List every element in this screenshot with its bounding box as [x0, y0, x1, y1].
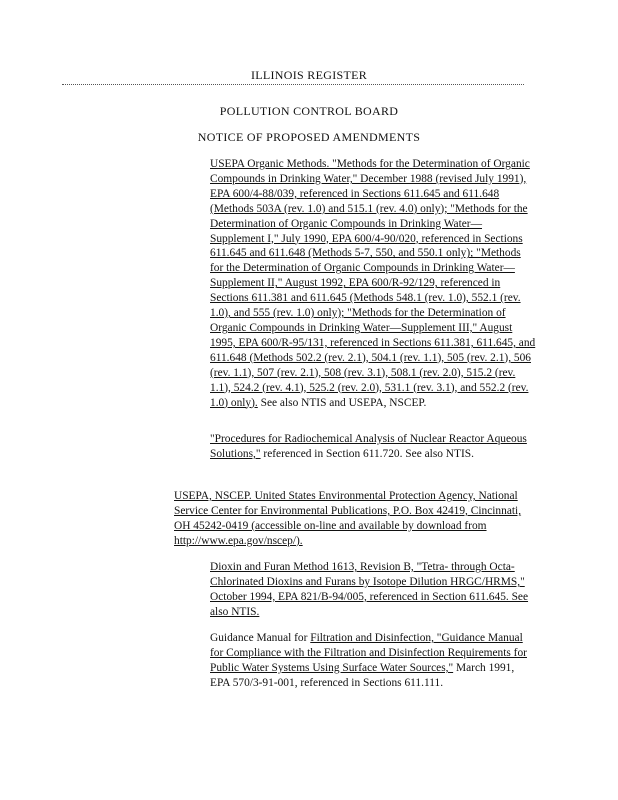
entry-underlined-text: Filtration and Disinfection, "Guidance Manual for Compliance with the Filtration and Disinfection Requirements for Public Water Systems Using Surface Water Sources,"	[210, 632, 527, 674]
entry-underlined-text: USEPA, NSCEP. United States Environmental Protection Agency, National Service Center for Environmental Publications, P.O. Box 42419, Cincinnati, OH 45242-0419 (accessible on-line and available by download from http://www.epa.gov/nscep/).	[174, 490, 522, 547]
board-title: POLLUTION CONTROL BOARD	[219, 104, 399, 118]
entry-guidance-manual	[210, 631, 536, 691]
entry-usepa-nscep	[174, 489, 536, 549]
entry-dioxin-furan-method	[210, 560, 536, 620]
entry-lead-text: Guidance Manual for	[210, 632, 311, 644]
entry-underlined-text: USEPA Organic Methods. "Methods for the Determination of Organic Compounds in Drinking Water," December 1988 (revised July 1991), EPA 600/4-88/039, referenced in Sections 611.645 and 611.648 (Methods 503A (rev. 1.0) and 515.1 (rev. 4.0) only); "Methods for the Determination of Organic Compounds in Drinking Water—Supplement I," July 1990, EPA 600/4-90/020, referenced in Sections 611.645 and 611.648 (Methods 5-7, 550, and 550.1 only); "Methods for the Determination of Organic Compounds in Drinking Water—Supplement II," August 1992, EPA 600/R-92/129, referenced in Sections 611.381 and 611.645 (Methods 548.1 (rev. 1.0), 552.1 (rev. 1.0), and 555 (rev. 1.0) only); "Methods for the Determination of Organic Compounds in Drinking Water—Supplement III," August 1995, EPA 600/R-95/131, referenced in Sections 611.381, 611.645, and 611.648 (Methods 502.2 (rev. 2.1), 504.1 (rev. 1.1), 505 (rev. 2.1), 506 (rev. 1.1), 507 (rev. 2.1), 508 (rev. 3.1), 508.1 (rev. 2.0), 515.2 (rev. 1.1), 524.2 (rev. 4.1), 525.2 (rev. 2.0), 531.1 (rev. 3.1), and 552.2 (rev. 1.0) only).	[210, 158, 536, 409]
header-rule	[62, 84, 524, 85]
entry-radiochemical-procedures	[210, 432, 536, 462]
register-title: ILLINOIS REGISTER	[250, 68, 368, 82]
entry-underlined-text: "Procedures for Radiochemical Analysis of Nuclear Reactor Aqueous Solutions,"	[210, 433, 527, 460]
notice-title: NOTICE OF PROPOSED AMENDMENTS	[197, 130, 421, 144]
entry-underlined-text: Dioxin and Furan Method 1613, Revision B, "Tetra- through Octa-Chlorinated Dioxins and Furans by Isotope Dilution HRGC/HRMS," October 1994, EPA 821/B-94/005, referenced in Section 611.645. See also NTIS.	[210, 561, 529, 618]
entry-usepa-organic-methods	[210, 157, 536, 410]
entry-plain-text: referenced in Section 611.720. See also NTIS.	[260, 447, 474, 460]
entry-plain-text: March 1991, EPA 570/3-91-001, referenced in Sections 611.111.	[210, 661, 515, 689]
entry-plain-text: See also NTIS and USEPA, NSCEP.	[257, 396, 427, 409]
